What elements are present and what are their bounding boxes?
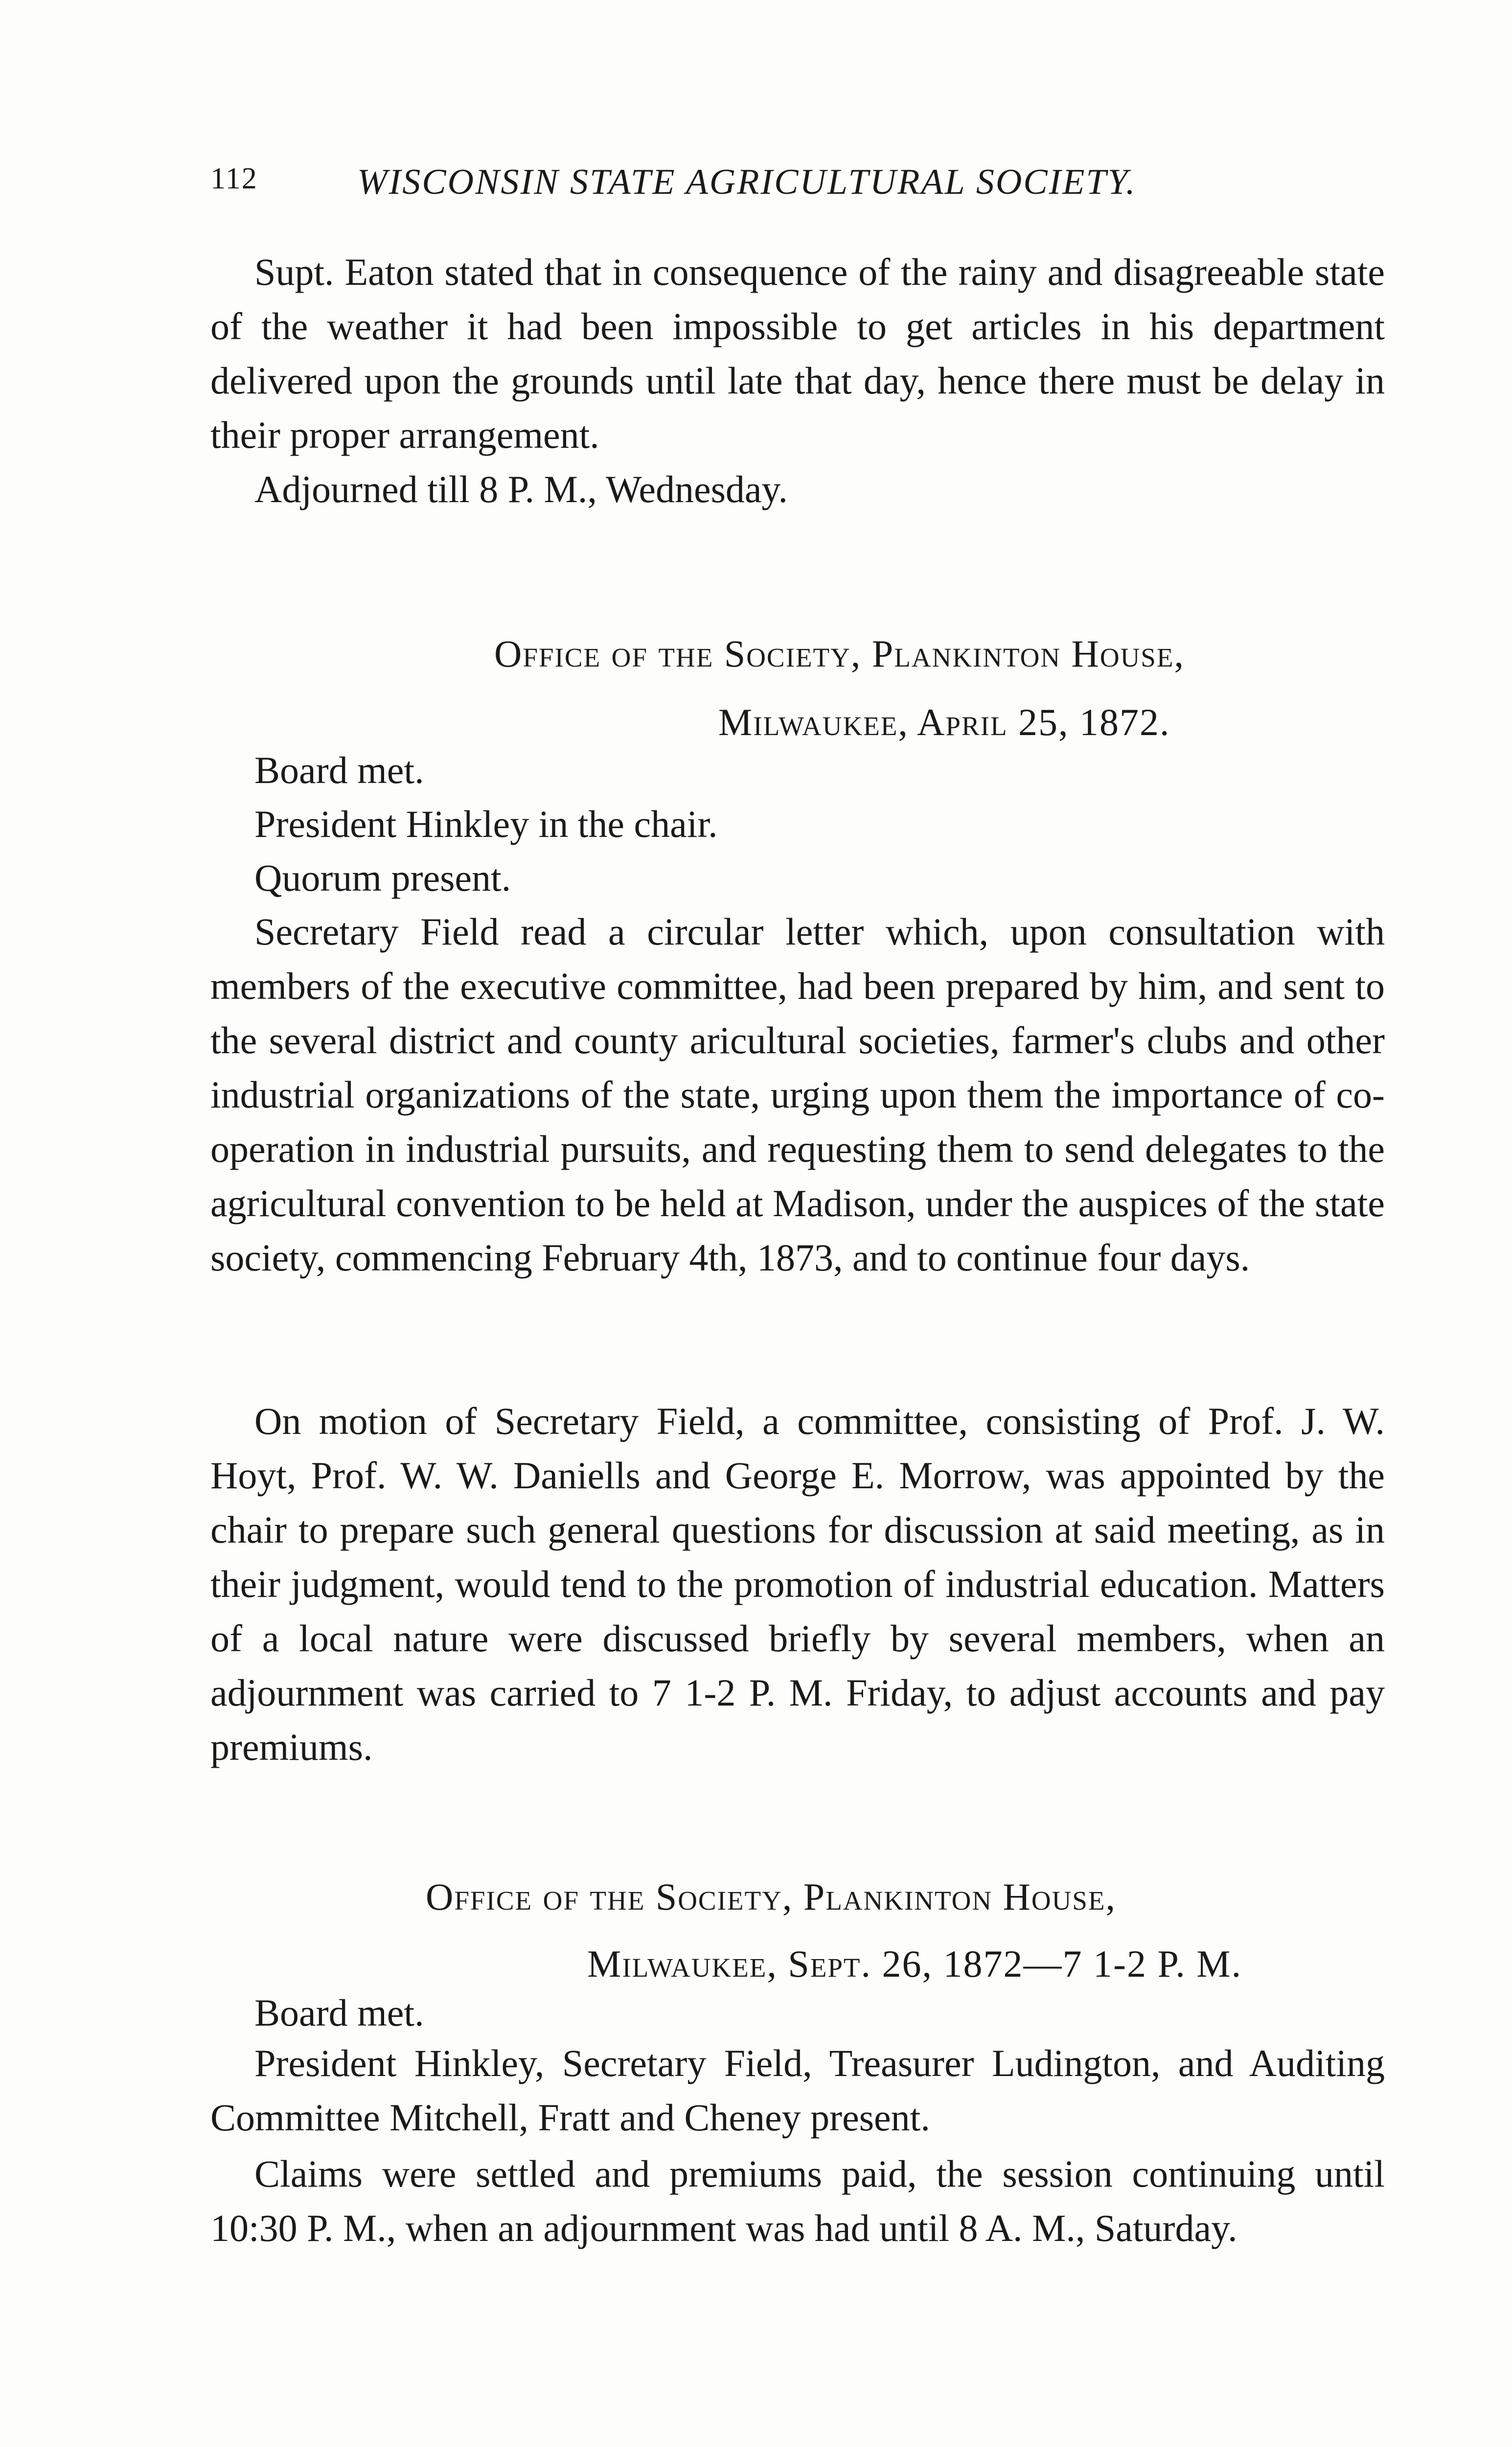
chair-line: President Hinkley in the chair.: [254, 803, 718, 845]
meeting-place-heading: Office of the Society, Plankinton House,: [494, 632, 1185, 675]
adjournment-line: Adjourned till 8 P. M., Wednesday.: [254, 468, 788, 510]
paragraph-committee-motion: On motion of Secretary Field, a committee, consisting of Prof. J. W. Hoyt, Prof. W. W. Daniells and George E. Morrow, was appointed by the chair to prepare such general questions for discussion at said meeting, as in their judgment, would tend to the promotion of industrial education. Matters of a local nature were discussed briefly by several members, when an adjournment was carried to 7 1-2 P. M. Friday, to adjust accounts and pay premiums.: [210, 1400, 1385, 1768]
board-met-line: Board met.: [254, 1991, 424, 2034]
paragraph-claims-settled: Claims were settled and premiums paid, the session continuing until 10:30 P. M., when an adjournment was had until 8 A. M., Saturday.: [210, 2152, 1385, 2249]
board-met-line: Board met.: [254, 749, 424, 791]
paragraph-circular-letter: Secretary Field read a circular letter which, upon consultation with members of the executive committee, had been prepared by him, and sent to the several district and county aricultural societies, farmer's clubs and other industrial organizations of the state, urging upon them the importance of co-operation in industrial pursuits, and requesting them to send delegates to the agricultural convention to be held at Madison, under the auspices of the state society, commencing February 4th, 1873, and to continue four days.: [210, 910, 1385, 1279]
quorum-line: Quorum present.: [254, 856, 511, 899]
meeting-date-heading: Milwaukee, April 25, 1872.: [718, 701, 1170, 743]
page-number: 112: [210, 162, 258, 195]
page-header: [210, 162, 1336, 215]
running-title: WISCONSIN STATE AGRICULTURAL SOCIETY.: [357, 162, 1137, 202]
paragraph-present-members: President Hinkley, Secretary Field, Treasurer Ludington, and Auditing Committee Mitchell, Fratt and Cheney present.: [210, 2042, 1385, 2139]
meeting-date-heading: Milwaukee, Sept. 26, 1872—7 1-2 P. M.: [587, 1942, 1242, 1985]
meeting-place-heading: Office of the Society, Plankinton House,: [426, 1875, 1116, 1918]
paragraph-eaton: Supt. Eaton stated that in consequence of the rainy and disagreeable state of the weather it had been impossible to get articles in his department delivered upon the grounds until late that day, hence there must be delay in their proper arrangement.: [210, 251, 1385, 456]
